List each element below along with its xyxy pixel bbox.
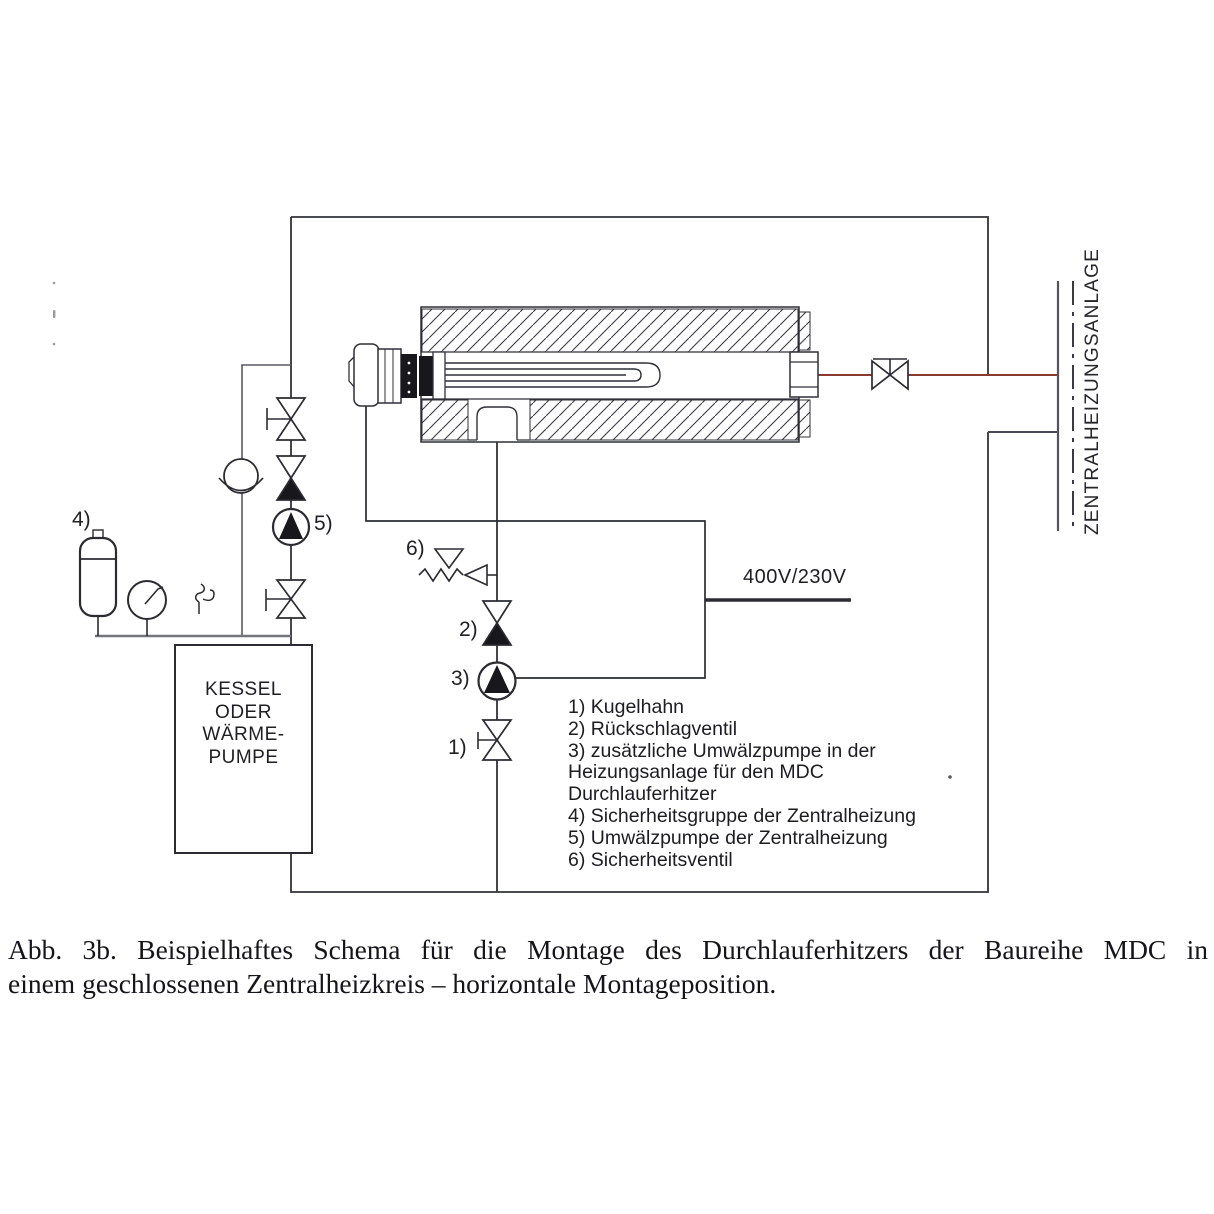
legend-line: 5) Umwälzpumpe der Zentralheizung — [568, 826, 888, 849]
figure-caption — [8, 933, 1208, 1001]
outlet-fitting — [790, 352, 818, 397]
caption-line-2: einem geschlossenen Zentralheizkreis – horizontale Montageposition. — [8, 968, 777, 999]
callout-5: 5) — [314, 512, 333, 535]
legend-line: 6) Sicherheitsventil — [568, 848, 733, 871]
callout-1: 1) — [448, 736, 467, 759]
electrical-lines — [366, 406, 851, 678]
power-supply-label: 400V/230V — [743, 566, 847, 588]
heater-wall-top — [422, 309, 798, 352]
central-heating-label: ZENTRALHEIZUNGSANLAGE — [1082, 247, 1103, 535]
ball-valve-1-icon — [478, 720, 511, 760]
pump-5-icon — [273, 509, 309, 545]
legend-line: 1) Kugelhahn — [568, 696, 685, 718]
shutoff-valve-flow-icon — [872, 359, 908, 389]
callout-2: 2) — [459, 618, 478, 641]
boiler-label — [175, 679, 312, 769]
pressure-gauge-icon — [128, 581, 166, 636]
callout-4: 4) — [72, 508, 91, 531]
callout-3: 3) — [451, 667, 470, 690]
safety-valve-icon — [419, 549, 497, 585]
boiler-label-line: PUMPE — [208, 746, 279, 768]
legend-line: Durchlauferhitzer — [568, 783, 717, 806]
flow-sensor-icon — [219, 459, 263, 493]
air-vent-icon — [196, 584, 214, 614]
shutoff-valve-upper-icon — [267, 398, 305, 440]
legend-line: 4) Sicherheitsgruppe der Zentralheizung — [568, 804, 916, 827]
heater-end-ring-top — [799, 312, 810, 350]
heater-end-ring-bottom — [799, 400, 810, 437]
caption-line-1: Abb. 3b. Beispielhaftes Schema für die Montage des Durchlauferhitzers der Baureihe MDC in — [8, 934, 1208, 965]
heater-wall-bottom-right — [530, 400, 798, 440]
central-heating-boundary — [1058, 281, 1073, 531]
heater-wall-bottom-left — [422, 400, 468, 440]
shutoff-valve-lower-icon — [266, 580, 305, 618]
flow-return-connectors — [818, 375, 1058, 432]
legend-line: 2) Rückschlagventil — [568, 717, 738, 740]
flow-heater — [349, 307, 818, 442]
callout-6: 6) — [406, 537, 425, 560]
boiler-label-line: WÄRME- — [202, 724, 285, 745]
check-valve-2-icon — [483, 601, 511, 645]
check-valve-left-icon — [277, 456, 305, 500]
expansion-vessel-icon — [80, 530, 116, 636]
boiler-label-line: KESSEL — [205, 679, 282, 700]
boiler-label-line: ODER — [215, 701, 272, 723]
legend-line: 3) zusätzliche Umwälzpumpe in der — [568, 739, 876, 762]
pump-3-icon — [479, 663, 516, 700]
legend — [568, 697, 998, 871]
legend-line: Heizungsanlage für den MDC — [568, 761, 824, 784]
